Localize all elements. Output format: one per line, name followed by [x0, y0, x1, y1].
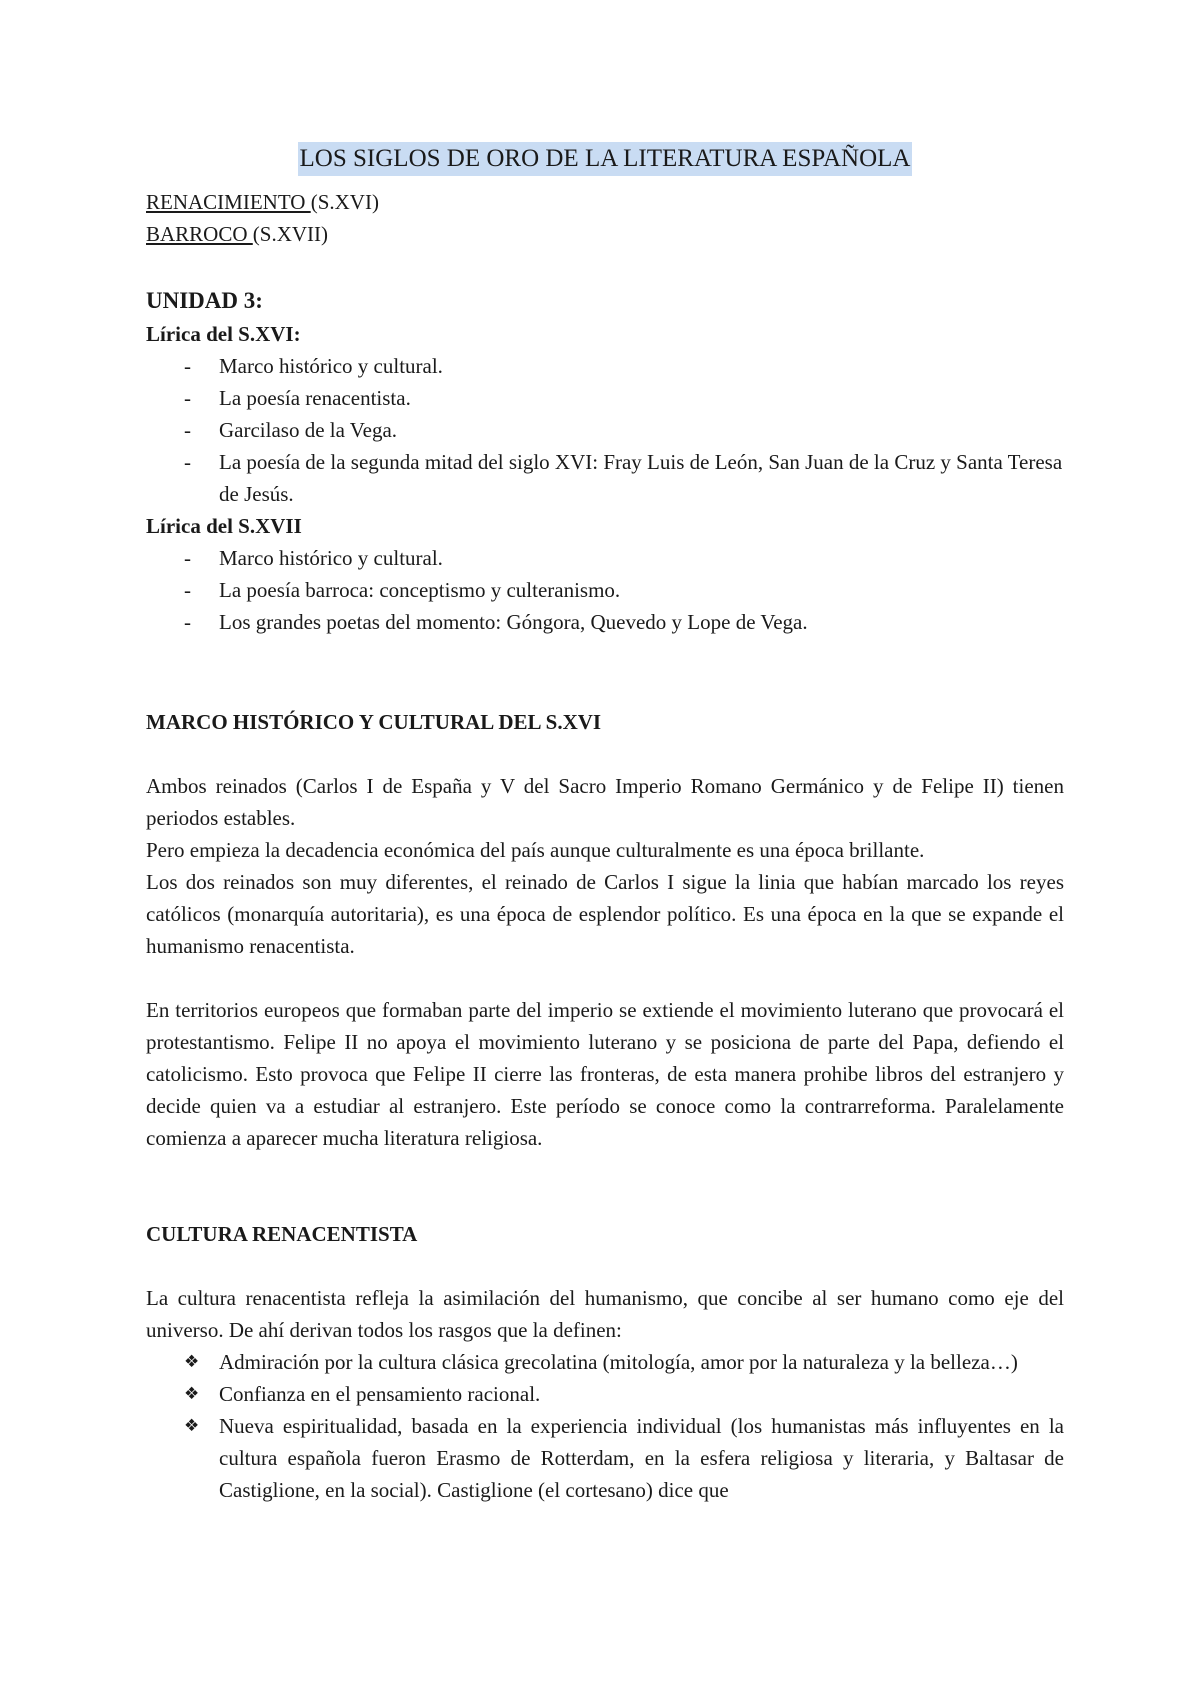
- dash-bullet: -: [184, 578, 191, 602]
- list-item: - Marco histórico y cultural.: [146, 542, 1064, 574]
- dash-bullet: -: [184, 418, 191, 442]
- list-item: - La poesía renacentista.: [146, 382, 1064, 414]
- dash-bullet: -: [184, 610, 191, 634]
- cultura-list: [146, 1346, 1064, 1506]
- marco-section: [146, 706, 1064, 738]
- list-item: - Los grandes poetas del momento: Góngora, Quevedo y Lope de Vega.: [146, 606, 1064, 638]
- list-item: - La poesía barroca: conceptismo y culteranismo.: [146, 574, 1064, 606]
- title-block: [146, 142, 1064, 182]
- period-renacimiento: [146, 186, 1064, 218]
- lirica-xvii-heading: Lírica del S.XVII: [146, 514, 302, 538]
- list-item: - Garcilaso de la Vega.: [146, 414, 1064, 446]
- unit-title: UNIDAD 3:: [146, 288, 263, 313]
- marco-paragraph-3: Los dos reinados son muy diferentes, el reinado de Carlos I sigue la linia que habían marcado los reyes católicos (monarquía autoritaria), es una época de esplendor político. Es una época en la que se expande el humanismo renacentista.: [146, 870, 1064, 958]
- unit-block: [146, 284, 1064, 638]
- dash-bullet: -: [184, 386, 191, 410]
- periods-block: [146, 186, 1064, 250]
- diamond-bullet-icon: ❖: [184, 1352, 200, 1372]
- period-century: (S.XVII): [252, 222, 329, 246]
- document-title: LOS SIGLOS DE ORO DE LA LITERATURA ESPAÑOLA: [298, 142, 913, 176]
- diamond-bullet-icon: ❖: [184, 1416, 200, 1436]
- marco-paragraph-2: Pero empieza la decadencia económica del país aunque culturalmente es una época brillante.: [146, 838, 925, 862]
- marco-body: [146, 770, 1064, 962]
- list-item: - La poesía de la segunda mitad del siglo XVI: Fray Luis de León, San Juan de la Cruz y Santa Teresa de Jesús.: [146, 446, 1064, 510]
- period-barroco: [146, 218, 1064, 250]
- cultura-heading: CULTURA RENACENTISTA: [146, 1222, 418, 1246]
- dash-bullet: -: [184, 546, 191, 570]
- diamond-bullet-icon: ❖: [184, 1384, 200, 1404]
- marco-body-2: [146, 994, 1064, 1154]
- list-item: ❖ Nueva espiritualidad, basada en la experiencia individual (los humanistas más influyentes en la cultura española fueron Erasmo de Rotterdam, en la esfera religiosa y literaria, y Baltasar de Castiglione, en la social). Castiglione (el cortesano) dice que: [146, 1410, 1064, 1506]
- marco-heading: MARCO HISTÓRICO Y CULTURAL DEL S.XVI: [146, 710, 602, 734]
- lirica-xvii-list: [146, 542, 1064, 638]
- lirica-xvi-list: [146, 350, 1064, 510]
- period-name: BARROCO: [146, 222, 253, 246]
- list-item: ❖ Confianza en el pensamiento racional.: [146, 1378, 1064, 1410]
- dash-bullet: -: [184, 354, 191, 378]
- list-item: - Marco histórico y cultural.: [146, 350, 1064, 382]
- list-item: ❖ Admiración por la cultura clásica grecolatina (mitología, amor por la naturaleza y la belleza…): [146, 1346, 1064, 1378]
- period-name: RENACIMIENTO: [146, 190, 311, 214]
- marco-paragraph-4: En territorios europeos que formaban parte del imperio se extiende el movimiento luterano que provocará el protestantismo. Felipe II no apoya el movimiento luterano y se posiciona de parte del Papa, defiendo el catolicismo. Esto provoca que Felipe II cierre las fronteras, de esta manera prohibe libros del estranjero y decide quien va a estudiar al estranjero. Este período se conoce como la contrarreforma. Paralelamente comienza a aparecer mucha literatura religiosa.: [146, 998, 1064, 1150]
- dash-bullet: -: [184, 450, 191, 474]
- cultura-body: [146, 1282, 1064, 1506]
- cultura-section: [146, 1218, 1064, 1250]
- lirica-xvi-heading: Lírica del S.XVI:: [146, 322, 301, 346]
- cultura-intro: La cultura renacentista refleja la asimilación del humanismo, que concibe al ser humano como eje del universo. De ahí derivan todos los rasgos que la definen:: [146, 1286, 1064, 1342]
- marco-paragraph-1: Ambos reinados (Carlos I de España y V del Sacro Imperio Romano Germánico y de Felipe II) tienen periodos estables.: [146, 774, 1064, 830]
- period-century: (S.XVI): [310, 190, 379, 214]
